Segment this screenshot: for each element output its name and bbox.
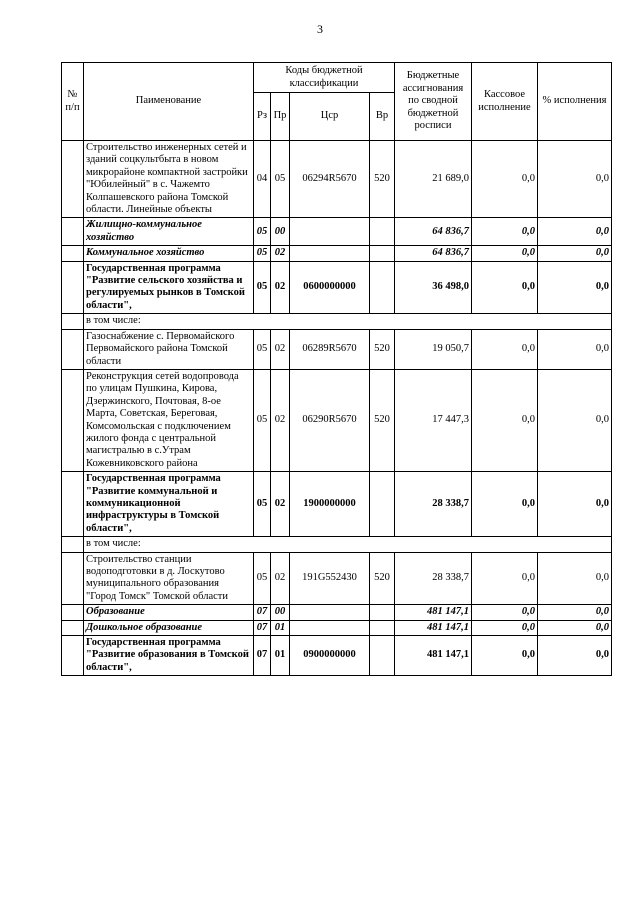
cell-percent: 0,0 [538, 472, 612, 537]
cell-amount: 481 147,1 [395, 636, 472, 676]
table-row [62, 636, 612, 676]
cell-cash: 0,0 [472, 141, 538, 218]
cell-rz: 05 [254, 329, 271, 369]
cell-note: в том числе: [84, 314, 612, 329]
cell-amount: 36 498,0 [395, 261, 472, 314]
cell-cash: 0,0 [472, 369, 538, 471]
header-csr: Цср [290, 93, 370, 141]
cell-vr [370, 246, 395, 261]
cell-cash: 0,0 [472, 472, 538, 537]
cell-num [62, 636, 84, 676]
table-row [62, 261, 612, 314]
cell-csr [290, 246, 370, 261]
header-cash: Кассовое исполнение [472, 63, 538, 141]
cell-csr: 0900000000 [290, 636, 370, 676]
cell-num [62, 261, 84, 314]
cell-csr: 06289R5670 [290, 329, 370, 369]
cell-pr: 02 [271, 369, 290, 471]
cell-num [62, 537, 84, 552]
cell-csr [290, 620, 370, 635]
cell-percent: 0,0 [538, 605, 612, 620]
table-row [62, 246, 612, 261]
cell-num [62, 605, 84, 620]
cell-percent: 0,0 [538, 620, 612, 635]
cell-cash: 0,0 [472, 636, 538, 676]
header-rz: Рз [254, 93, 271, 141]
cell-csr [290, 218, 370, 246]
table-row [62, 141, 612, 218]
cell-csr: 191G552430 [290, 552, 370, 605]
cell-vr [370, 605, 395, 620]
cell-vr [370, 472, 395, 537]
cell-rz: 07 [254, 636, 271, 676]
cell-percent: 0,0 [538, 369, 612, 471]
cell-amount: 64 836,7 [395, 218, 472, 246]
cell-vr: 520 [370, 552, 395, 605]
cell-name: Жилищно-коммунальное хозяйство [84, 218, 254, 246]
table-row [62, 537, 612, 552]
cell-name: Реконструкция сетей водопровода по улицам Пушкина, Кирова, Дзержинского, Почтовая, 8-ое Марта, Советская, Береговая, Комсомольская с подключением жилого фонда с центральной магистралью в с.Утрам Кожевниковского района [84, 369, 254, 471]
cell-pr: 00 [271, 218, 290, 246]
cell-num [62, 552, 84, 605]
cell-vr: 520 [370, 141, 395, 218]
cell-pr: 01 [271, 636, 290, 676]
table-row [62, 218, 612, 246]
cell-name: Образование [84, 605, 254, 620]
cell-name: Газоснабжение с. Первомайского Первомайского района Томской области [84, 329, 254, 369]
cell-percent: 0,0 [538, 261, 612, 314]
table-body [62, 141, 612, 676]
cell-amount: 28 338,7 [395, 552, 472, 605]
cell-num [62, 620, 84, 635]
cell-num [62, 314, 84, 329]
cell-amount: 64 836,7 [395, 246, 472, 261]
cell-vr [370, 218, 395, 246]
cell-amount: 28 338,7 [395, 472, 472, 537]
cell-csr: 1900000000 [290, 472, 370, 537]
cell-amount: 481 147,1 [395, 605, 472, 620]
cell-vr: 520 [370, 329, 395, 369]
cell-csr: 06294R5670 [290, 141, 370, 218]
cell-rz: 05 [254, 552, 271, 605]
cell-num [62, 246, 84, 261]
cell-num [62, 472, 84, 537]
cell-num [62, 329, 84, 369]
budget-table [61, 62, 612, 676]
cell-csr: 06290R5670 [290, 369, 370, 471]
cell-pr: 00 [271, 605, 290, 620]
cell-name: Государственная программа "Развитие сельского хозяйства и регулируемых рынков в Томской области", [84, 261, 254, 314]
cell-num [62, 218, 84, 246]
cell-percent: 0,0 [538, 636, 612, 676]
cell-pr: 02 [271, 472, 290, 537]
table-row [62, 369, 612, 471]
cell-amount: 17 447,3 [395, 369, 472, 471]
cell-pr: 01 [271, 620, 290, 635]
cell-cash: 0,0 [472, 552, 538, 605]
cell-cash: 0,0 [472, 620, 538, 635]
table-row [62, 472, 612, 537]
cell-rz: 07 [254, 605, 271, 620]
cell-cash: 0,0 [472, 218, 538, 246]
cell-amount: 19 050,7 [395, 329, 472, 369]
cell-vr [370, 261, 395, 314]
cell-percent: 0,0 [538, 329, 612, 369]
cell-pr: 02 [271, 552, 290, 605]
cell-pr: 02 [271, 246, 290, 261]
cell-name: Строительство инженерных сетей и зданий соцкультбыта в новом микрорайоне компактной застройки "Юбилейный" в с. Чажемто Колпашевского района Томской области. Линейные объекты [84, 141, 254, 218]
cell-vr [370, 620, 395, 635]
header-codes-group: Коды бюджетной классификации [254, 63, 395, 93]
cell-percent: 0,0 [538, 552, 612, 605]
cell-csr: 0600000000 [290, 261, 370, 314]
table-row [62, 605, 612, 620]
cell-pr: 02 [271, 261, 290, 314]
cell-rz: 05 [254, 261, 271, 314]
cell-cash: 0,0 [472, 246, 538, 261]
cell-pr: 02 [271, 329, 290, 369]
header-num: № п/п [62, 63, 84, 141]
cell-name: Государственная программа "Развитие образования в Томской области", [84, 636, 254, 676]
header-name: Паименование [84, 63, 254, 141]
table-row [62, 314, 612, 329]
header-pr: Пр [271, 93, 290, 141]
cell-num [62, 369, 84, 471]
cell-num [62, 141, 84, 218]
header-percent: % исполнения [538, 63, 612, 141]
cell-amount: 21 689,0 [395, 141, 472, 218]
cell-csr [290, 605, 370, 620]
page-number: 3 [317, 22, 323, 36]
cell-name: Строительство станции водоподготовки в д. Лоскутово муниципального образования "Город Томск" Томской области [84, 552, 254, 605]
cell-note: в том числе: [84, 537, 612, 552]
cell-rz: 05 [254, 369, 271, 471]
cell-rz: 05 [254, 246, 271, 261]
cell-name: Дошкольное образование [84, 620, 254, 635]
cell-cash: 0,0 [472, 329, 538, 369]
table-row [62, 552, 612, 605]
cell-vr [370, 636, 395, 676]
cell-vr: 520 [370, 369, 395, 471]
cell-rz: 05 [254, 472, 271, 537]
cell-name: Коммунальное хозяйство [84, 246, 254, 261]
table-row [62, 620, 612, 635]
cell-rz: 07 [254, 620, 271, 635]
cell-cash: 0,0 [472, 605, 538, 620]
table-row [62, 329, 612, 369]
cell-pr: 05 [271, 141, 290, 218]
cell-rz: 05 [254, 218, 271, 246]
cell-rz: 04 [254, 141, 271, 218]
cell-percent: 0,0 [538, 218, 612, 246]
cell-amount: 481 147,1 [395, 620, 472, 635]
cell-name: Государственная программа "Развитие коммунальной и коммуникационной инфраструктуры в Томской области", [84, 472, 254, 537]
cell-cash: 0,0 [472, 261, 538, 314]
cell-percent: 0,0 [538, 141, 612, 218]
header-vr: Вр [370, 93, 395, 141]
cell-percent: 0,0 [538, 246, 612, 261]
header-assignments: Бюджетные ассигнования по сводной бюджетной росписи [395, 63, 472, 141]
